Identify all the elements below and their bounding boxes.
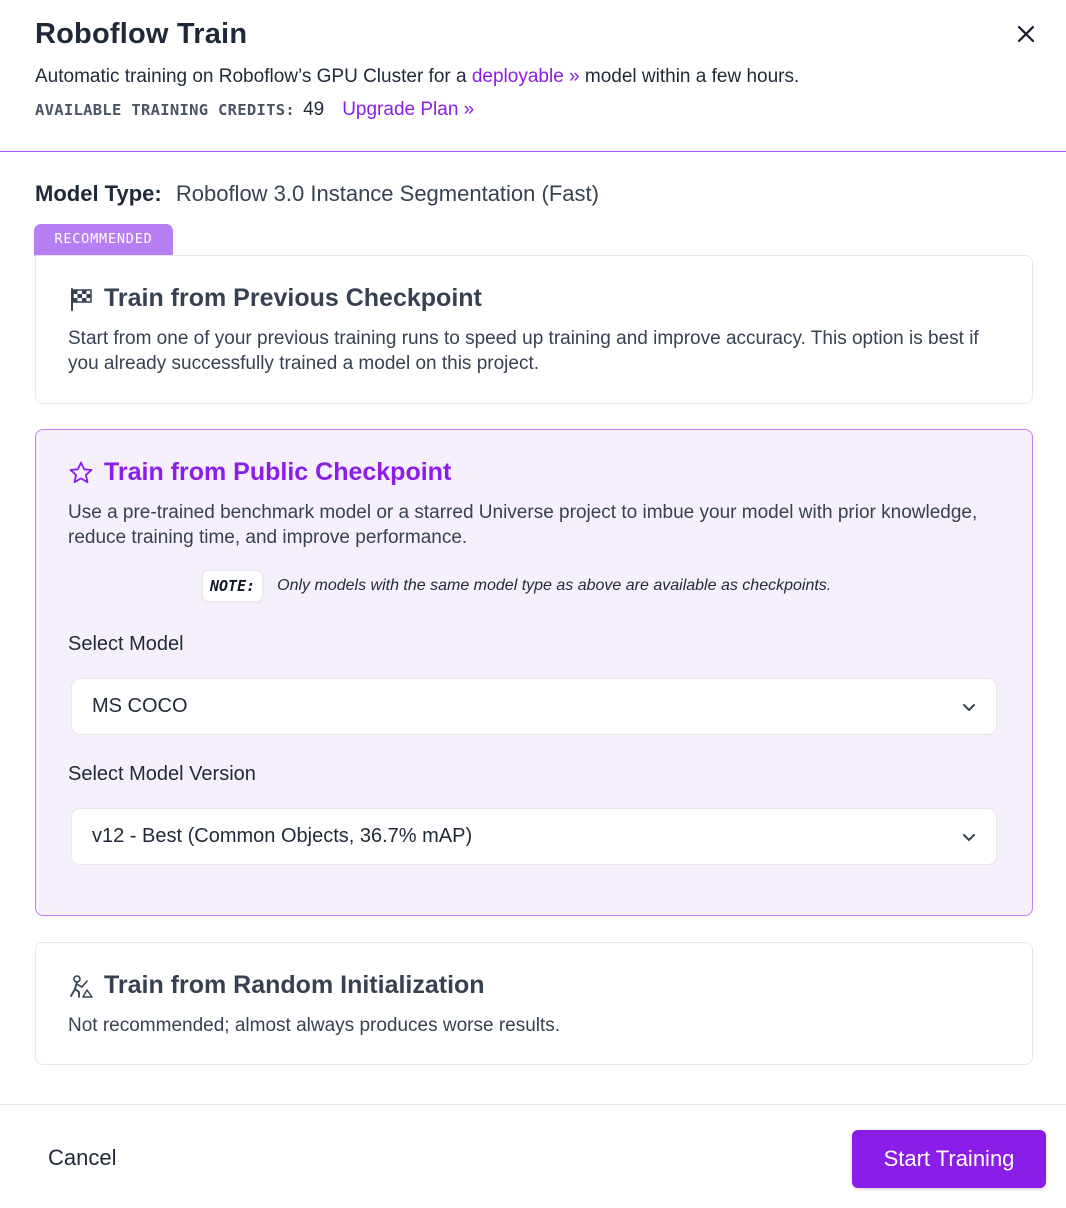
start-training-button[interactable]: Start Training xyxy=(852,1130,1046,1188)
option-public-checkpoint[interactable] xyxy=(35,429,1033,916)
footer-divider xyxy=(0,1104,1066,1105)
option-random-initialization[interactable] xyxy=(35,942,1033,1065)
training-credits xyxy=(35,99,474,121)
dialog-subtitle xyxy=(35,66,799,88)
select-version-dropdown[interactable] xyxy=(71,808,997,865)
deployable-link[interactable]: deployable » xyxy=(471,66,580,87)
select-model-dropdown[interactable] xyxy=(71,678,997,735)
option-public-description: Use a pre-trained benchmark model or a starred Universe project to imbue your model with prior knowledge, reduce training time, and improve performance. xyxy=(68,502,978,548)
model-type-label: Model Type: xyxy=(35,181,162,206)
subtitle-prefix: Automatic training on Roboflow’s GPU Cluster for a xyxy=(35,66,472,87)
dialog-title: Roboflow Train xyxy=(35,18,248,50)
option-public-title-row xyxy=(68,458,451,487)
option-previous-description: Start from one of your previous training runs to speed up training and improve accuracy. This option is best if you already successfully trained a model on this project. xyxy=(68,328,979,374)
recommended-badge: RECOMMENDED xyxy=(34,224,173,256)
chevron-down-icon xyxy=(960,828,978,846)
option-previous-title-row xyxy=(68,284,482,313)
credits-value: 49 xyxy=(303,99,325,120)
option-public-title: Train from Public Checkpoint xyxy=(104,458,452,486)
checkered-flag-icon xyxy=(68,286,94,312)
close-button[interactable] xyxy=(1012,20,1040,48)
select-model-value: MS COCO xyxy=(92,695,188,717)
chevron-down-icon xyxy=(960,698,978,716)
model-type xyxy=(35,181,599,207)
star-icon xyxy=(68,460,94,486)
model-type-value: Roboflow 3.0 Instance Segmentation (Fast) xyxy=(175,181,599,206)
select-model-label: Select Model xyxy=(68,633,184,655)
construction-worker-icon xyxy=(68,973,94,999)
option-random-title-row xyxy=(68,971,485,1000)
note-text: Only models with the same model type as above are available as checkpoints. xyxy=(277,577,832,594)
cancel-button[interactable]: Cancel xyxy=(48,1145,117,1170)
credits-label: AVAILABLE TRAINING CREDITS: xyxy=(35,101,296,119)
dialog-header xyxy=(0,0,1066,152)
select-version-value: v12 - Best (Common Objects, 36.7% mAP) xyxy=(92,825,473,847)
option-random-title: Train from Random Initialization xyxy=(104,971,485,999)
select-version-label: Select Model Version xyxy=(68,763,256,785)
note-tag: NOTE: xyxy=(202,570,263,602)
upgrade-plan-link[interactable]: Upgrade Plan » xyxy=(342,99,475,120)
option-previous-title: Train from Previous Checkpoint xyxy=(104,284,482,312)
close-icon xyxy=(1017,25,1035,43)
option-random-description: Not recommended; almost always produces worse results. xyxy=(68,1015,561,1036)
note xyxy=(202,570,831,602)
subtitle-suffix: model within a few hours. xyxy=(579,66,800,87)
option-previous-checkpoint[interactable] xyxy=(35,255,1033,404)
